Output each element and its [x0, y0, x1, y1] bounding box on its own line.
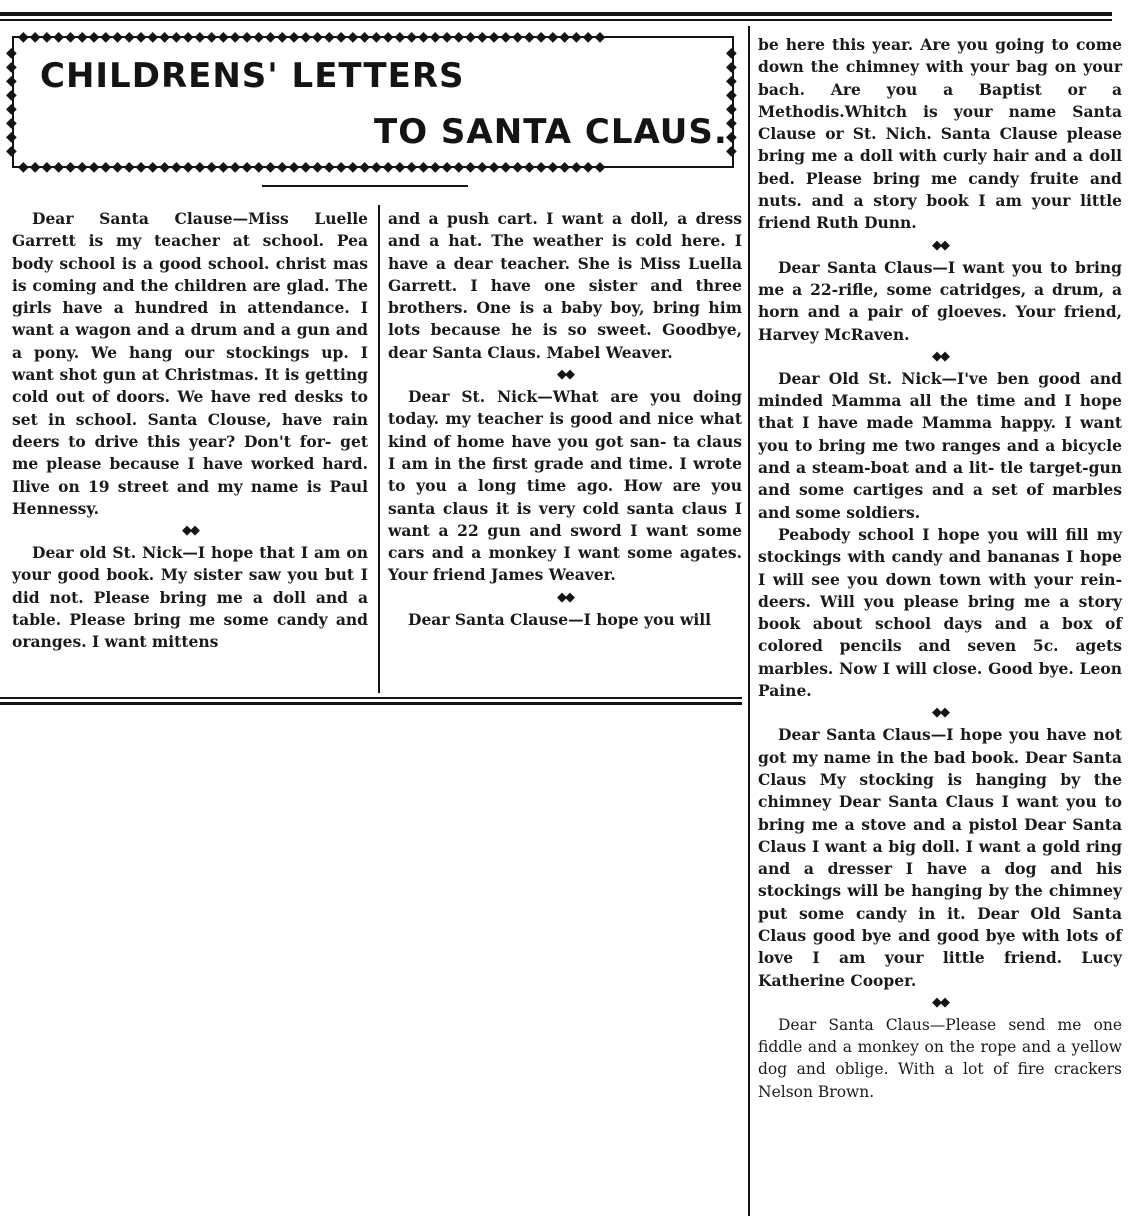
- top-rule-thin: [0, 19, 1112, 21]
- banner-border-bottom: ◆◆◆◆◆◆◆◆◆◆◆◆◆◆◆◆◆◆◆◆◆◆◆◆◆◆◆◆◆◆◆◆◆◆◆◆◆◆◆◆◆◆◆◆◆◆◆◆◆◆: [18, 160, 607, 174]
- column-2: [388, 208, 742, 631]
- column-1: [12, 208, 368, 654]
- headline-line-1: CHILDRENS' LETTERS: [40, 56, 465, 96]
- column-3: [758, 34, 1122, 1103]
- letter-paul-hennessy: Dear Santa Clause—Miss Luelle Garrett is my teacher at school. Pea body school is a good school. christ mas is coming and the children are glad. The girls have a hundred in attendance. I want a wagon and a drum and a gun and a pony. We hang our stockings up. I want shot gun at Christmas. It is getting cold out of doors. We have red desks to set in school. Santa Clouse, have rain deers to drive this year? Don't for- get me please because I have worked hard. Ilive on 19 street and my name is Paul Hennessy.: [12, 209, 368, 518]
- letter-leon-paine-part-1: Dear Old St. Nick—I've ben good and minded Mamma all the time and I hope that I have made Mamma happy. I want you to bring me two ranges and a bicycle and a steam-boat and a lit- tle target-gun and some cartiges and a set of marbles and some soldiers.: [758, 368, 1122, 522]
- headline-banner: [6, 30, 738, 174]
- letter-separator: ◆◆: [932, 994, 948, 1010]
- letter-nelson-brown: Dear Santa Claus—Please send me one fiddle and a monkey on the rope and a yellow dog and oblige. With a lot of fire crackers Nelson Brown.: [758, 1015, 1122, 1101]
- letter-separator: ◆◆: [932, 705, 948, 721]
- banner-border-left: ◆◆◆◆◆◆◆◆: [6, 46, 18, 158]
- letter-separator: ◆◆: [932, 237, 948, 253]
- letter-separator: ◆◆: [557, 367, 573, 383]
- banner-border-top: ◆◆◆◆◆◆◆◆◆◆◆◆◆◆◆◆◆◆◆◆◆◆◆◆◆◆◆◆◆◆◆◆◆◆◆◆◆◆◆◆◆◆◆◆◆◆◆◆◆◆: [18, 30, 607, 44]
- letter-ruth-dunn-part-2: be here this year. Are you going to come down the chimney with your bag on your bach. Are you a Baptist or a Methodis.Whitch is your name Santa Clause or St. Nich. Santa Clause please bring me a doll with curly hair and a doll bed. Please bring me candy fruite and nuts. and a story book I am your little friend Ruth Dunn.: [758, 35, 1122, 233]
- column-divider-2: [748, 26, 750, 1216]
- headline-underline: [262, 185, 468, 187]
- letter-harvey-mcraven: Dear Santa Claus—I want you to bring me a 22-rifle, some catridges, a drum, a horn and a pair of gloeves. Your friend, Harvey McRaven.: [758, 257, 1122, 344]
- top-rule-thick: [0, 12, 1112, 16]
- headline-line-2: TO SANTA CLAUS.: [374, 112, 728, 152]
- letter-separator: ◆◆: [932, 348, 948, 364]
- letter-leon-paine-part-2: Peabody school I hope you will fill my stockings with candy and bananas I hope I will see you down town with your rein-deers. Will you please bring me a story book about school days and a box of colored pencils and seven 5c. agets marbles. Now I will close. Good bye. Leon Paine.: [758, 524, 1122, 701]
- banner-border-right: ◆◆◆◆◆◆◆◆: [726, 46, 738, 158]
- letter-james-weaver: Dear St. Nick—What are you doing today. my teacher is good and nice what kind of home have you got san- ta claus I am in the first grade and time. I wrote to you a long time ago. How are you santa claus it is very cold santa claus I want a 22 gun and sword I want some cars and a monkey I want some agates. Your friend James Weaver.: [388, 387, 742, 585]
- letter-separator: ◆◆: [557, 589, 573, 605]
- letter-ruth-dunn-part-1: Dear Santa Clause—I hope you will: [408, 609, 712, 629]
- letter-mabel-weaver-part-1: Dear old St. Nick—I hope that I am on your good book. My sister saw you but I did not. Please bring me a doll and a table. Please bring me some candy and oranges. I want mittens: [12, 543, 368, 652]
- column-divider-1: [378, 205, 380, 693]
- bottom-rule-thick: [0, 702, 742, 705]
- letter-lucy-cooper: Dear Santa Claus—I hope you have not got my name in the bad book. Dear Santa Claus My stocking is hanging by the chimney Dear Santa Claus I want you to bring me a stove and a pistol Dear Santa Claus I want a big doll. I want a gold ring and a dresser I have a dog and his stockings will be hanging by the chimney put some candy in it. Dear Old Santa Claus good bye and good bye with lots of love I am your little friend. Lucy Katherine Cooper.: [758, 725, 1122, 990]
- bottom-rule-thin: [0, 697, 742, 699]
- letter-separator: ◆◆: [182, 523, 198, 539]
- letter-mabel-weaver-part-2: and a push cart. I want a doll, a dress and a hat. The weather is cold here. I have a dear teacher. She is Miss Luella Garrett. I have one sister and three brothers. One is a baby boy, bring him lots because he is so sweet. Goodbye, dear Santa Claus. Mabel Weaver.: [388, 209, 742, 362]
